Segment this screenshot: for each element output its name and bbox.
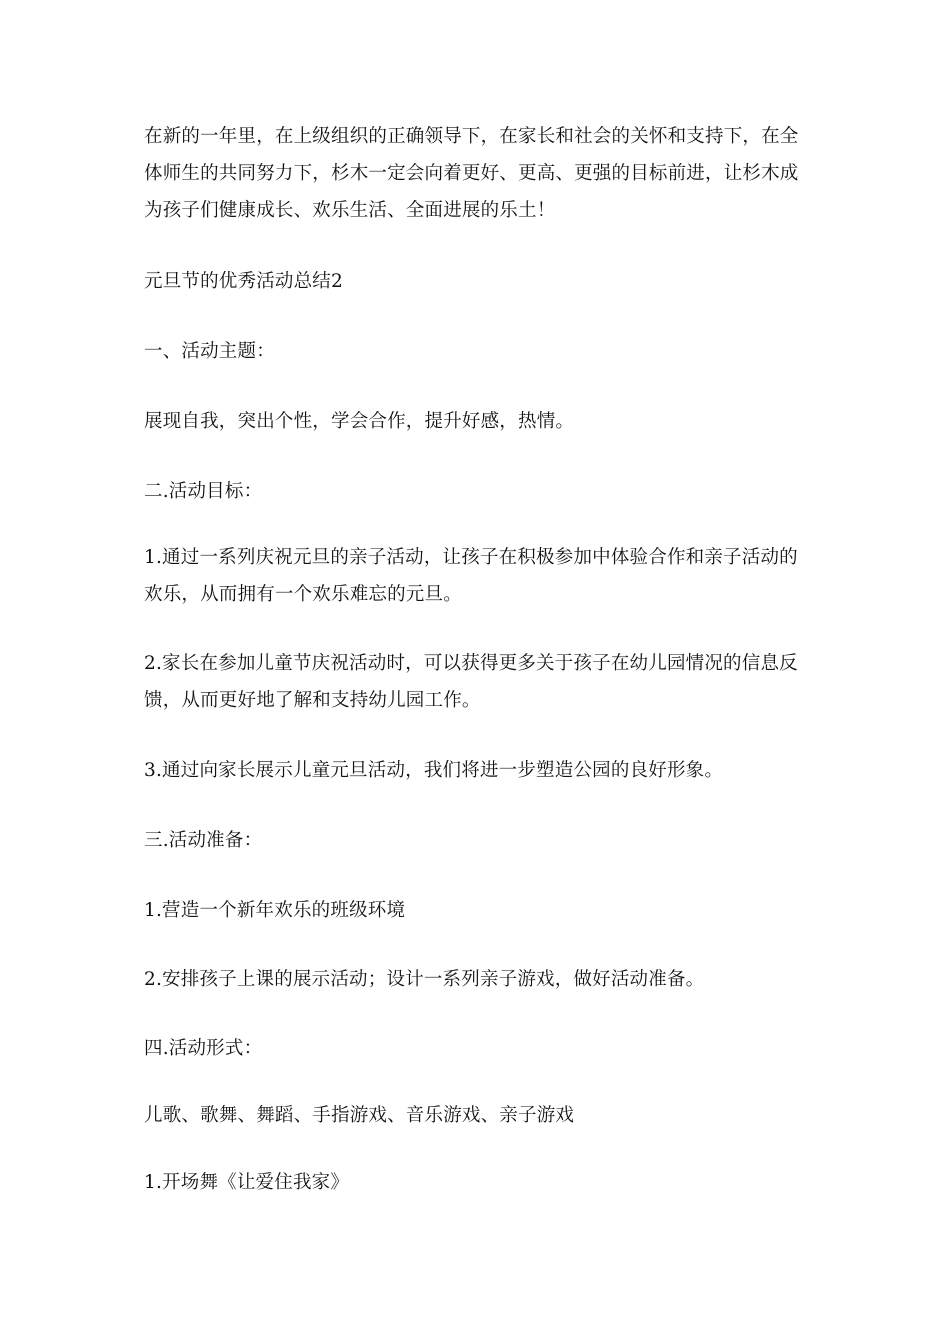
section-title: 元旦节的优秀活动总结2 [144,271,343,292]
goal-item-3: 3.通过向家长展示儿童元旦活动，我们将进一步塑造公园的良好形象。 [144,760,724,781]
heading-preparation: 三.活动准备： [144,830,263,851]
paragraph-format: 儿歌、歌舞、舞蹈、手指游戏、音乐游戏、亲子游戏 [144,1105,575,1126]
heading-theme: 一、活动主题： [144,341,275,362]
preparation-item-2: 2.安排孩子上课的展示活动；设计一系列亲子游戏，做好活动准备。 [144,969,705,990]
preparation-item-1: 1.营造一个新年欢乐的班级环境 [144,900,406,921]
goal-item-2: 2.家长在参加儿童节庆祝活动时，可以获得更多关于孩子在幼儿园情况的信息反馈，从而更好地了解和支持幼儿园工作。 [144,653,798,711]
paragraph-closing: 在新的一年里，在上级组织的正确领导下，在家长和社会的关怀和支持下，在全体师生的共同努力下，杉木一定会向着更好、更高、更强的目标前进，让杉木成为孩子们健康成长、欢乐生活、全面进展的乐土！ [144,126,799,221]
program-item-1: 1.开场舞《让爱住我家》 [144,1172,350,1193]
paragraph-theme: 展现自我，突出个性，学会合作，提升好感，热情。 [144,411,575,432]
heading-goals: 二.活动目标： [144,481,263,502]
goal-item-1: 1.通过一系列庆祝元旦的亲子活动，让孩子在积极参加中体验合作和亲子活动的欢乐，从而拥有一个欢乐难忘的元旦。 [144,547,798,605]
heading-format: 四.活动形式： [144,1038,263,1059]
